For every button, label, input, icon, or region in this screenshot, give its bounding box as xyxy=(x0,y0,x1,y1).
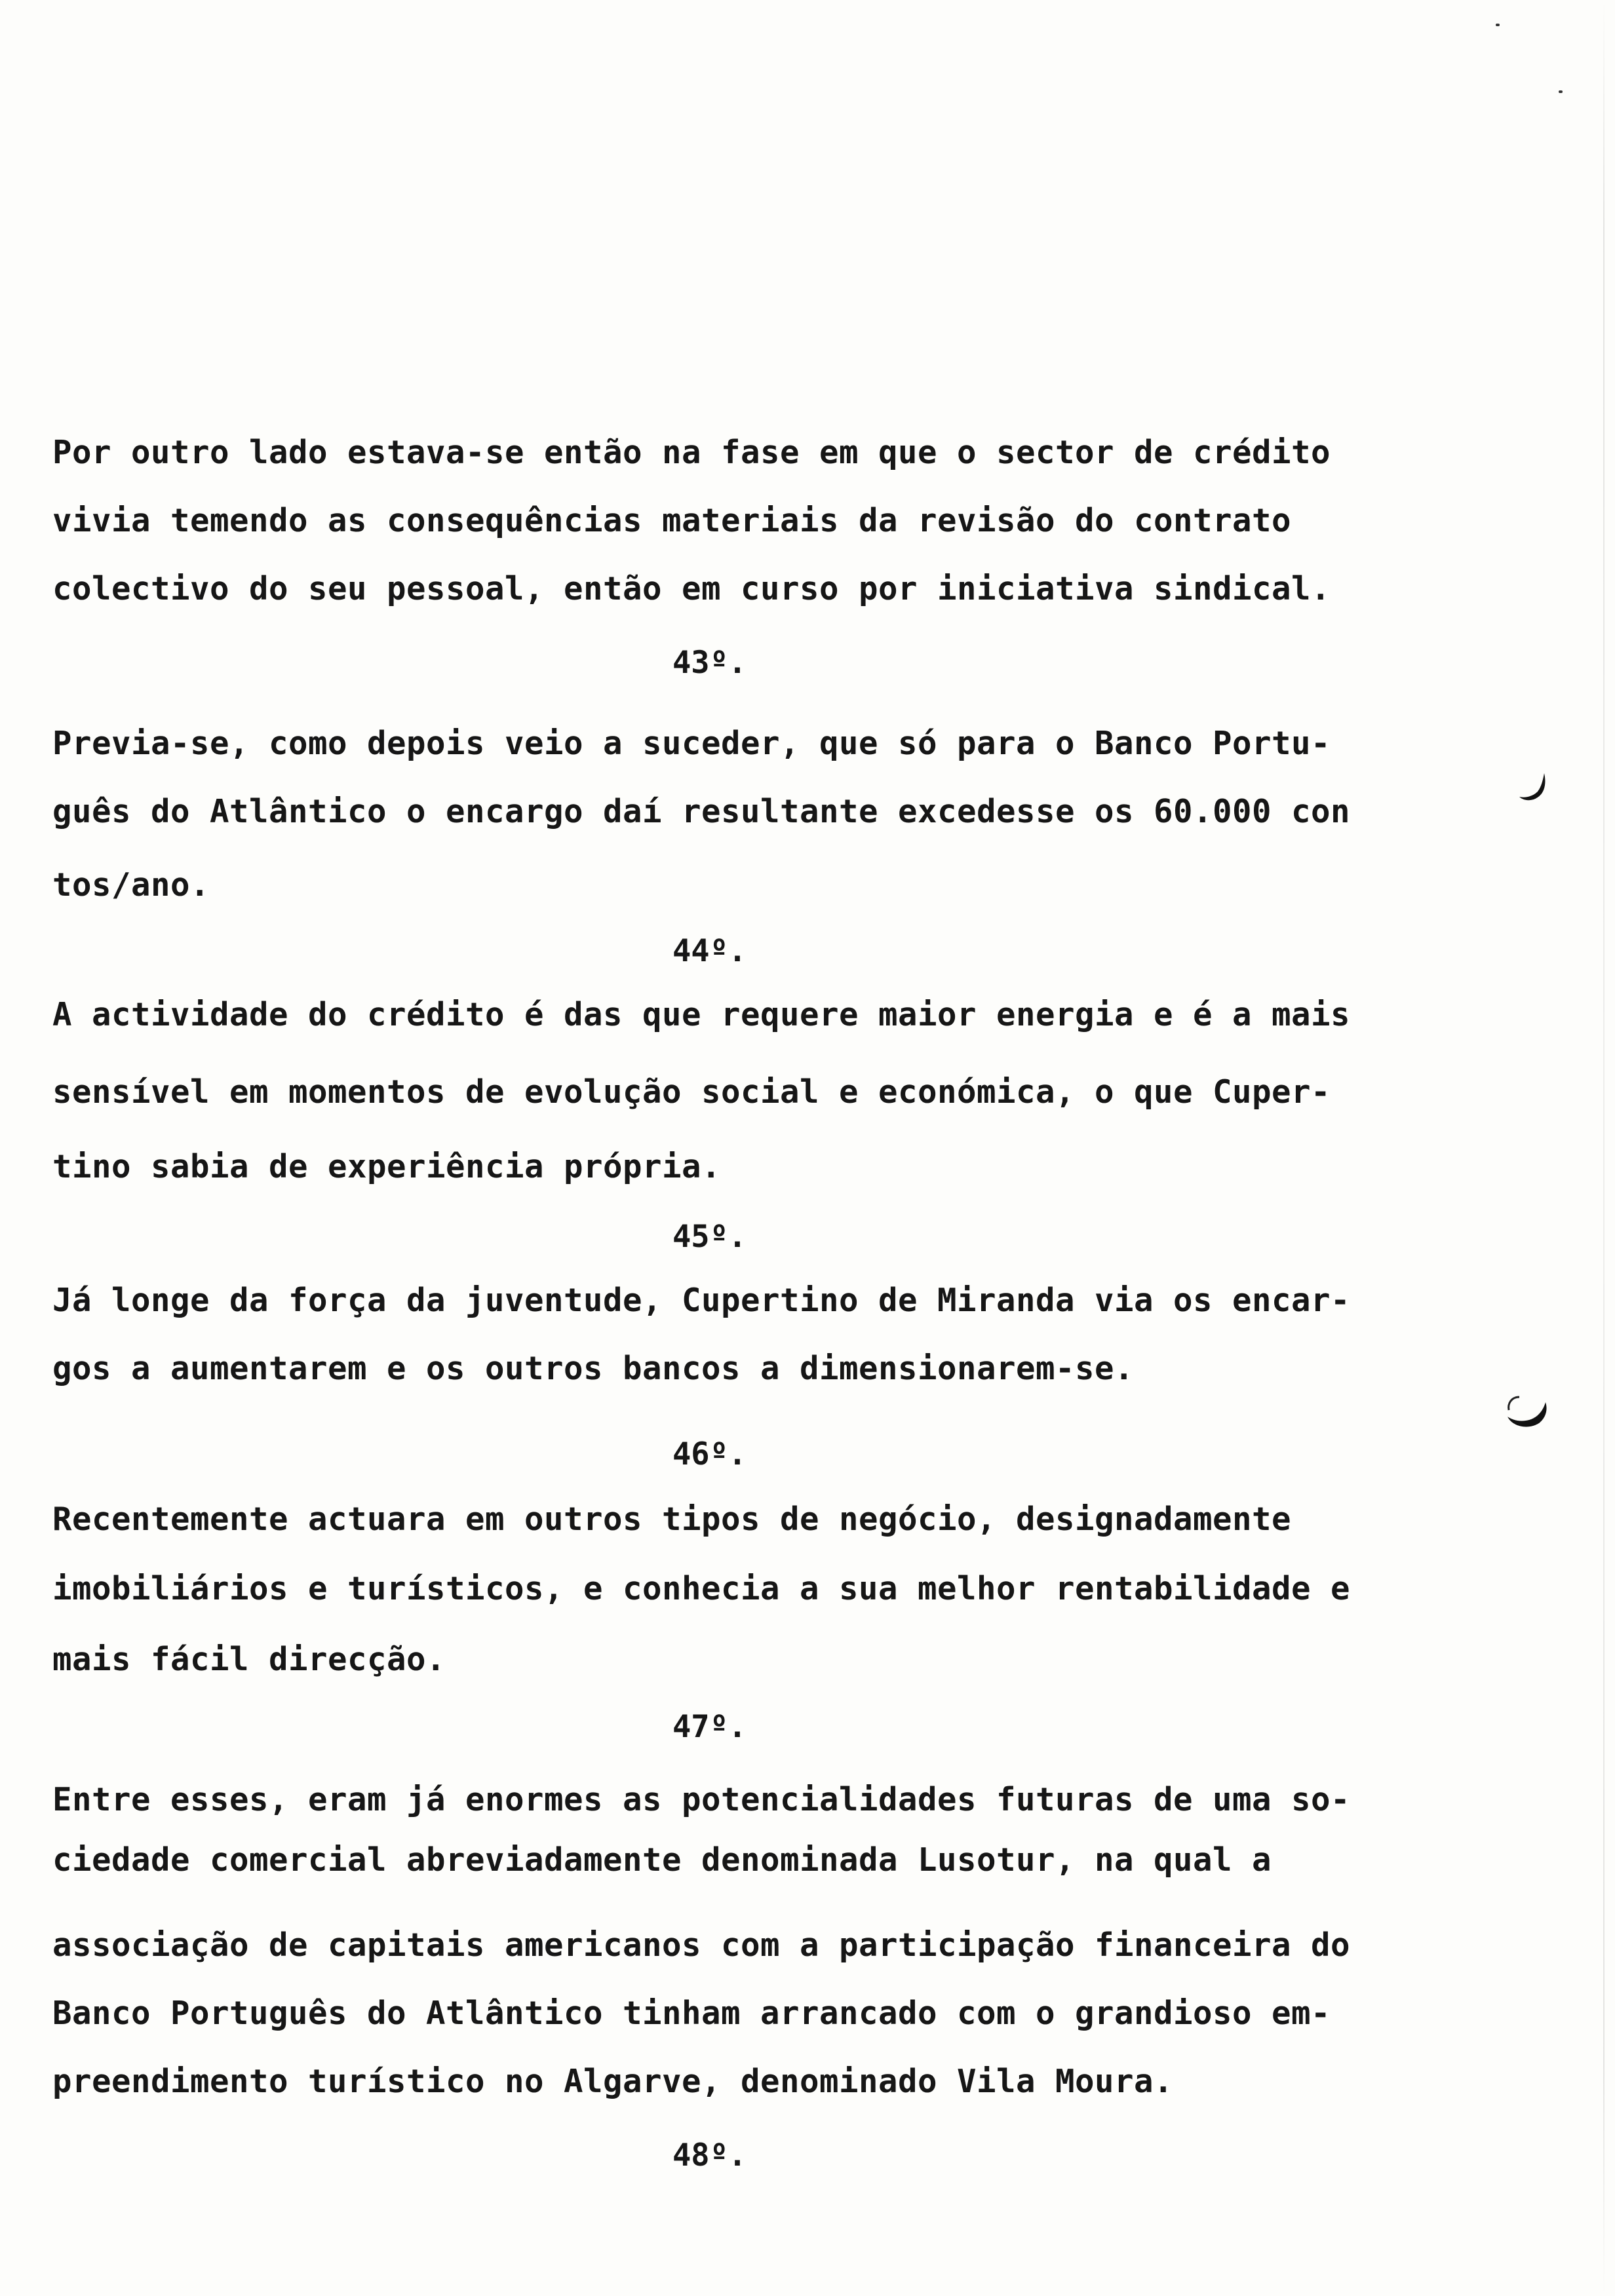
binder-hole-mark xyxy=(1515,769,1552,806)
paragraph-number: 48º. xyxy=(672,2137,747,2173)
text-line: Recentemente actuara em outros tipos de negócio, designadamente xyxy=(52,1501,1292,1538)
text-line: Previa-se, como depois veio a suceder, que só para o Banco Portu- xyxy=(52,725,1331,762)
text-line: colectivo do seu pessoal, então em curso por iniciativa sindical. xyxy=(52,570,1331,607)
text-line: gos a aumentarem e os outros bancos a dimensionarem-se. xyxy=(52,1350,1135,1387)
text-line: vivia temendo as consequências materiais da revisão do contrato xyxy=(52,502,1292,539)
text-line: Já longe da força da juventude, Cupertino de Miranda via os encar- xyxy=(52,1282,1351,1319)
text-line: A actividade do crédito é das que requere maior energia e é a mais xyxy=(52,996,1351,1033)
text-line: ciedade comercial abreviadamente denominada Lusotur, na qual a xyxy=(52,1841,1272,1879)
paragraph-number: 44º. xyxy=(672,933,747,969)
text-line: associação de capitais americanos com a participação financeira do xyxy=(52,1926,1351,1964)
scan-edge-line xyxy=(1603,0,1605,2296)
paragraph-number: 45º. xyxy=(672,1219,747,1255)
paragraph-number: 43º. xyxy=(672,645,747,681)
scan-speck xyxy=(1559,90,1563,93)
paragraph-number: 47º. xyxy=(672,1709,747,1745)
text-line: sensível em momentos de evolução social e económica, o que Cuper- xyxy=(52,1073,1331,1111)
text-line: preendimento turístico no Algarve, denominado Vila Moura. xyxy=(52,2063,1174,2100)
text-line: Entre esses, eram já enormes as potencialidades futuras de uma so- xyxy=(52,1781,1351,1818)
scan-speck xyxy=(1496,24,1500,26)
binder-hole-mark xyxy=(1502,1388,1552,1438)
text-line: tos/ano. xyxy=(52,866,210,904)
text-line: mais fácil direcção. xyxy=(52,1641,446,1678)
text-line: tino sabia de experiência própria. xyxy=(52,1148,722,1185)
text-line: Banco Português do Atlântico tinham arrancado com o grandioso em- xyxy=(52,1995,1331,2032)
text-line: Por outro lado estava-se então na fase em que o sector de crédito xyxy=(52,434,1331,471)
paragraph-number: 46º. xyxy=(672,1436,747,1472)
text-line: imobiliários e turísticos, e conhecia a sua melhor rentabilidade e xyxy=(52,1570,1351,1607)
text-line: guês do Atlântico o encargo daí resultante excedesse os 60.000 con xyxy=(52,793,1351,830)
